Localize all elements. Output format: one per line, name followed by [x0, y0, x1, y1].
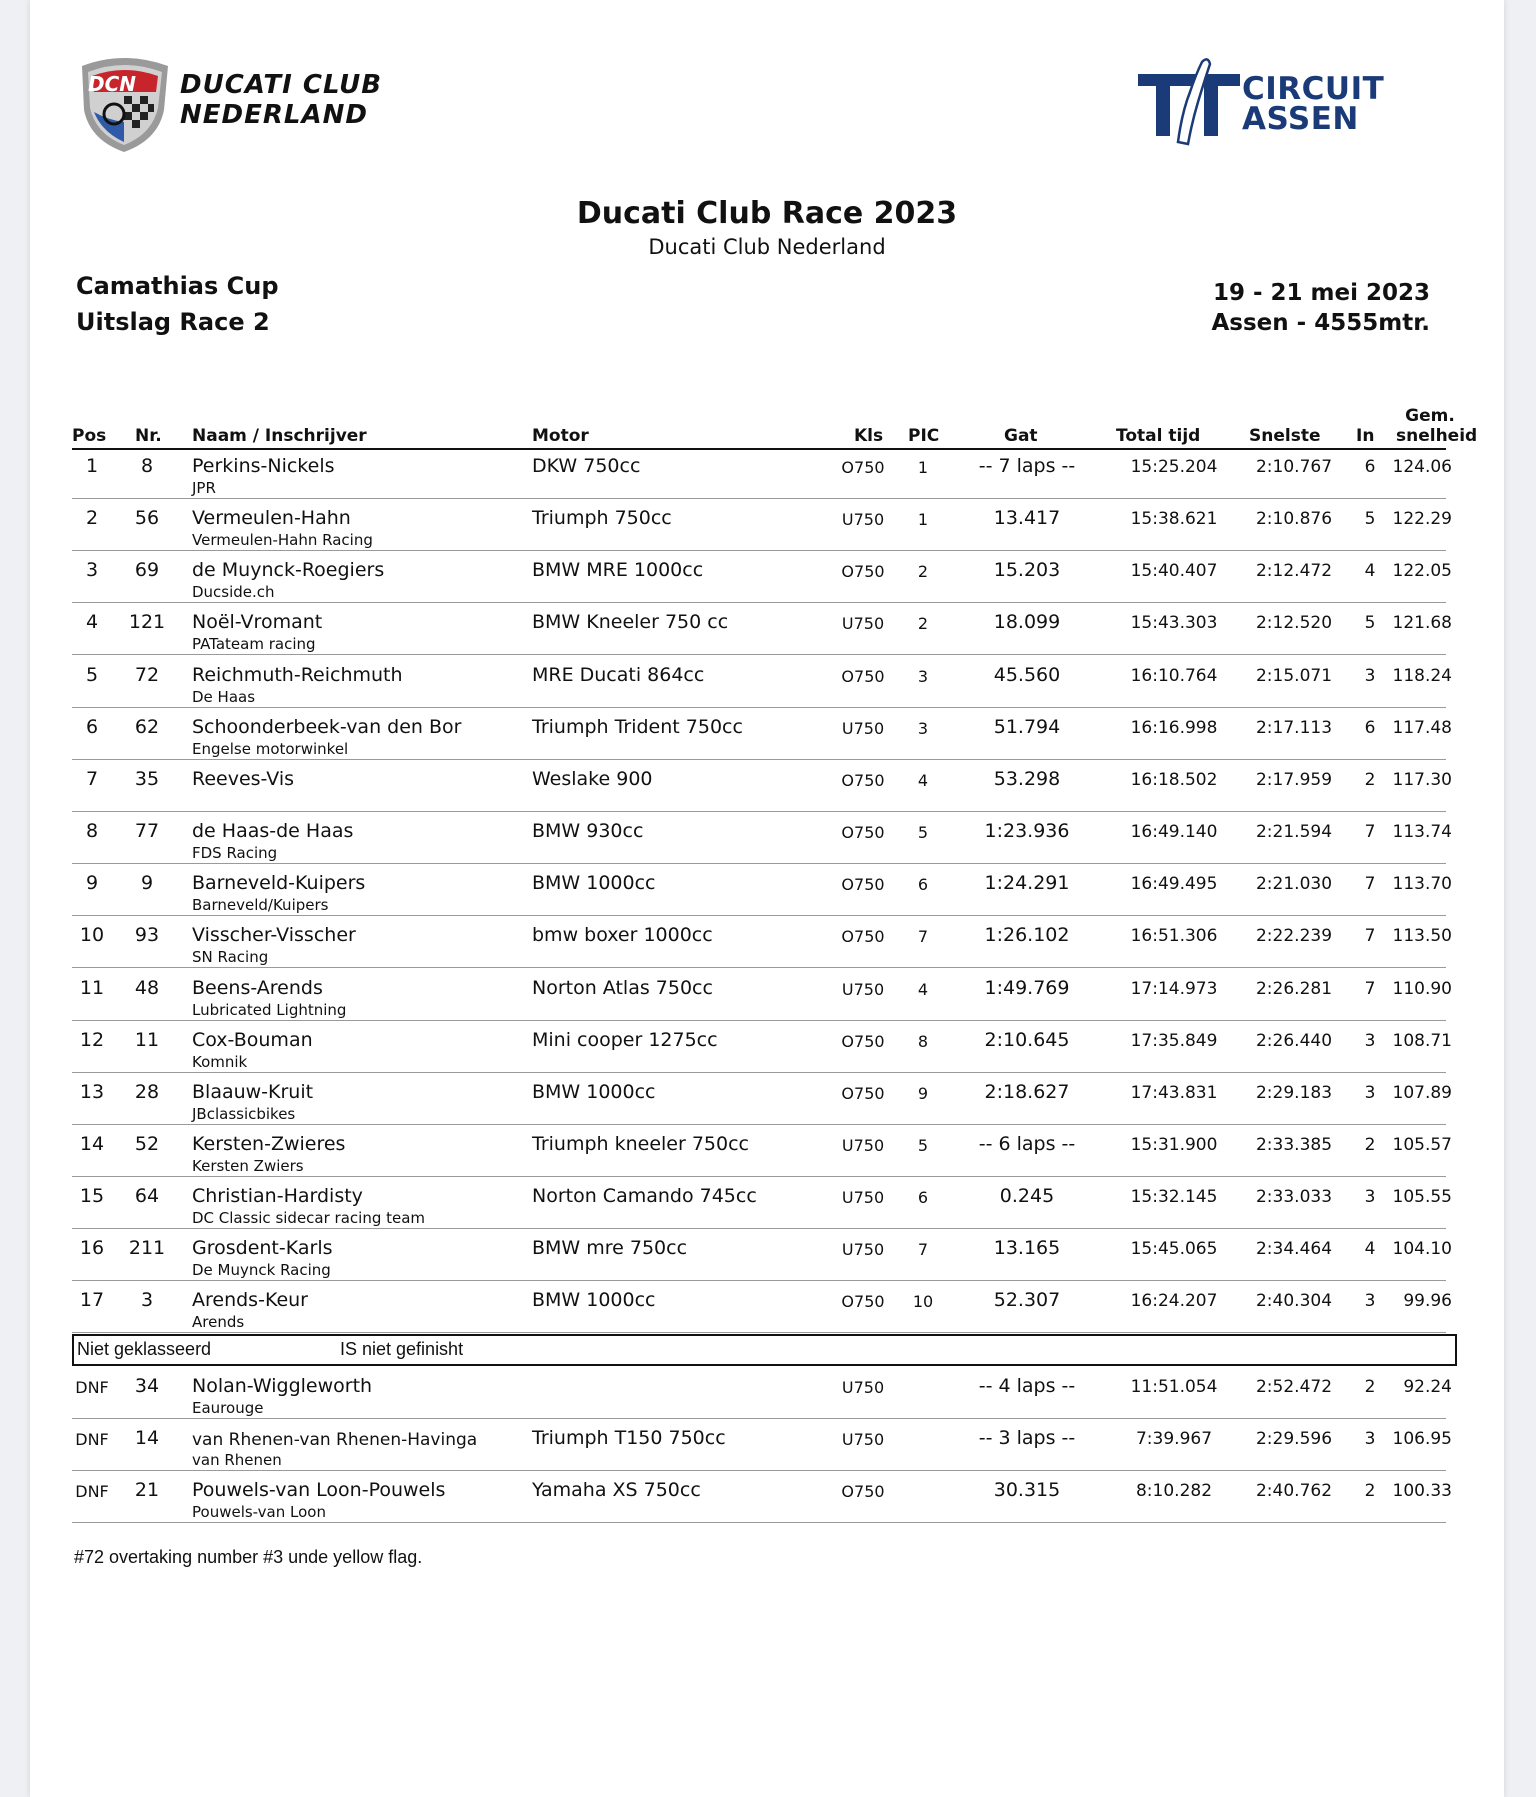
col-pic: PIC — [908, 426, 940, 446]
gap: 45.560 — [993, 663, 1061, 686]
motorcycle: Triumph T150 750cc — [532, 1427, 726, 1450]
rider-names: Noël-Vromant — [192, 611, 323, 634]
gap: -- 6 laps -- — [978, 1132, 1076, 1155]
position-in-class: 6 — [917, 1188, 929, 1208]
average-speed: 108.71 — [1392, 1030, 1452, 1051]
class: O750 — [841, 823, 885, 843]
position: 15 — [79, 1185, 105, 1208]
table-row — [72, 448, 1452, 499]
start-number: 34 — [134, 1375, 160, 1397]
table-row — [72, 1022, 1452, 1073]
fastest-lap: 2:52.472 — [1255, 1377, 1333, 1397]
gap: 18.099 — [993, 611, 1061, 634]
total-time: 16:24.207 — [1130, 1291, 1218, 1312]
entrant: Komnik — [192, 1052, 248, 1071]
fastest-lap: 2:33.033 — [1255, 1187, 1333, 1208]
table-row — [72, 1368, 1452, 1419]
not-classified-label: Niet geklasseerd — [77, 1339, 212, 1359]
class: U750 — [841, 1430, 885, 1450]
start-number: 9 — [140, 872, 154, 895]
average-speed: 105.55 — [1392, 1187, 1452, 1208]
start-number: 52 — [134, 1132, 160, 1155]
fastest-lap: 2:10.876 — [1255, 509, 1333, 530]
rider-names: Reichmuth-Reichmuth — [192, 663, 403, 686]
rider-names: Beens-Arends — [192, 976, 323, 999]
table-row — [72, 709, 1452, 760]
entrant: Ducside.ch — [192, 583, 275, 602]
class: O750 — [841, 875, 885, 895]
table-row — [72, 604, 1452, 655]
fastest-lap: 2:29.183 — [1255, 1082, 1333, 1103]
position: 8 — [85, 820, 99, 843]
fastest-lap-number: 2 — [1364, 769, 1376, 790]
position-in-class: 2 — [917, 614, 929, 634]
average-speed: 92.24 — [1403, 1377, 1452, 1397]
average-speed: 105.57 — [1392, 1134, 1452, 1155]
entrant: FDS Racing — [192, 844, 278, 863]
position: 7 — [85, 767, 99, 790]
class: O750 — [841, 927, 885, 947]
rider-names: van Rhenen-van Rhenen-Havinga — [192, 1430, 478, 1451]
position: 17 — [79, 1289, 105, 1312]
fastest-lap-number: 5 — [1364, 613, 1376, 634]
results-page — [30, 0, 1504, 1797]
class: O750 — [841, 562, 885, 582]
rider-names: Grosdent-Karls — [192, 1237, 333, 1260]
total-time: 11:51.054 — [1130, 1377, 1218, 1397]
fastest-lap: 2:21.594 — [1255, 822, 1333, 843]
rider-names: Barneveld-Kuipers — [192, 872, 366, 895]
fastest-lap-number: 6 — [1364, 457, 1376, 477]
total-time: 16:51.306 — [1130, 926, 1218, 947]
event-info — [1212, 278, 1431, 338]
position-in-class: 3 — [917, 666, 929, 686]
class: O750 — [841, 458, 885, 477]
table-row — [72, 1074, 1452, 1125]
entrant: JPR — [192, 479, 216, 497]
class: O750 — [841, 770, 885, 790]
start-number: 64 — [134, 1185, 160, 1208]
class: U750 — [841, 510, 885, 530]
fastest-lap: 2:12.520 — [1255, 613, 1333, 634]
rider-names: Perkins-Nickels — [192, 455, 335, 477]
start-number: 14 — [134, 1427, 160, 1450]
event-venue: Assen - 4555mtr. — [1211, 310, 1430, 336]
event-date: 19 - 21 mei 2023 — [1212, 280, 1430, 306]
fastest-lap: 2:29.596 — [1255, 1429, 1333, 1450]
entrant: Eaurouge — [192, 1399, 264, 1417]
fastest-lap-number: 4 — [1364, 1239, 1376, 1260]
not-classified-note: IS niet gefinisht — [340, 1339, 464, 1359]
motorcycle: Triumph kneeler 750cc — [532, 1132, 749, 1155]
position: 5 — [85, 663, 99, 686]
start-number: 8 — [140, 455, 154, 477]
rider-names: Schoonderbeek-van den Bor — [192, 715, 462, 738]
start-number: 35 — [134, 767, 160, 790]
rider-names: Blaauw-Kruit — [192, 1080, 314, 1103]
entrant: Arends — [192, 1313, 245, 1332]
gap: -- 4 laps -- — [978, 1375, 1076, 1397]
average-speed: 122.05 — [1392, 561, 1452, 582]
class: U750 — [841, 979, 885, 999]
rider-names: Visscher-Visscher — [192, 924, 356, 947]
dcn-badge-text: DCN — [88, 72, 137, 96]
motorcycle: DKW 750cc — [532, 455, 641, 477]
fastest-lap-number: 3 — [1364, 1429, 1376, 1450]
total-time: 17:35.849 — [1130, 1030, 1218, 1051]
motorcycle: Triumph 750cc — [532, 507, 672, 530]
position-in-class: 9 — [917, 1083, 929, 1103]
dcn-logo-text: DUCATI CLUB NEDERLAND — [180, 70, 383, 130]
position: 16 — [79, 1237, 105, 1260]
motorcycle: BMW 1000cc — [532, 1080, 656, 1103]
class-heading — [76, 268, 279, 340]
position-in-class: 1 — [917, 510, 929, 530]
col-gat: Gat — [1004, 426, 1038, 446]
position: 1 — [85, 455, 99, 477]
fastest-lap: 2:26.440 — [1255, 1030, 1333, 1051]
position-in-class: 3 — [917, 718, 929, 738]
not-classified-banner — [72, 1334, 1457, 1366]
fastest-lap: 2:17.959 — [1255, 769, 1333, 790]
class: O750 — [841, 1482, 885, 1502]
total-time: 16:16.998 — [1130, 717, 1218, 738]
position: 11 — [79, 976, 105, 999]
fastest-lap-number: 2 — [1364, 1377, 1376, 1397]
start-number: 3 — [140, 1289, 154, 1312]
rider-names: Christian-Hardisty — [192, 1185, 363, 1208]
table-row — [72, 970, 1452, 1021]
motorcycle: BMW 1000cc — [532, 872, 656, 895]
average-speed: 117.48 — [1392, 717, 1452, 738]
average-speed: 124.06 — [1392, 457, 1452, 477]
average-speed: 113.74 — [1392, 822, 1452, 843]
entrant: SN Racing — [192, 948, 269, 967]
col-motor: Motor — [532, 426, 589, 446]
start-number: 69 — [134, 559, 160, 582]
entrant: JBclassicbikes — [192, 1104, 296, 1123]
motorcycle: Norton Atlas 750cc — [532, 976, 713, 999]
table-row — [72, 917, 1452, 968]
tt-mark-icon — [1138, 52, 1246, 148]
rider-names: Reeves-Vis — [192, 767, 295, 790]
motorcycle: Yamaha XS 750cc — [532, 1479, 701, 1502]
motorcycle: BMW 930cc — [532, 820, 644, 843]
motorcycle: MRE Ducati 864cc — [532, 663, 705, 686]
entrant: Kersten Zwiers — [192, 1156, 304, 1175]
gap: -- 7 laps -- — [978, 455, 1076, 477]
fastest-lap-number: 3 — [1364, 665, 1376, 686]
entrant: De Muynck Racing — [192, 1261, 331, 1280]
motorcycle: BMW 1000cc — [532, 1289, 656, 1312]
fastest-lap-number: 2 — [1364, 1134, 1376, 1155]
motorcycle: Triumph Trident 750cc — [532, 715, 743, 738]
class: O750 — [841, 1083, 885, 1103]
fastest-lap: 2:17.113 — [1255, 717, 1333, 738]
motorcycle: Weslake 900 — [532, 767, 653, 790]
table-row — [72, 1126, 1452, 1177]
table-row — [72, 1420, 1452, 1471]
tt-circuit-assen-logo — [1138, 52, 1438, 148]
position-in-class: 5 — [917, 1135, 929, 1155]
fastest-lap-number: 3 — [1364, 1187, 1376, 1208]
position: 2 — [85, 507, 99, 530]
average-speed: 117.30 — [1392, 769, 1452, 790]
class: U750 — [841, 1188, 885, 1208]
total-time: 15:38.621 — [1130, 509, 1218, 530]
fastest-lap-number: 3 — [1364, 1030, 1376, 1051]
dcn-badge-icon — [72, 52, 176, 156]
fastest-lap: 2:12.472 — [1255, 561, 1333, 582]
event-subtitle: Ducati Club Nederland — [648, 235, 886, 259]
motorcycle: Norton Camando 745cc — [532, 1185, 757, 1208]
fastest-lap: 2:21.030 — [1255, 874, 1333, 895]
average-speed: 106.95 — [1392, 1429, 1452, 1450]
total-time: 16:18.502 — [1130, 769, 1218, 790]
event-title: Ducati Club Race 2023 — [576, 196, 958, 231]
entrant: Barneveld/Kuipers — [192, 896, 329, 915]
start-number: 21 — [134, 1479, 160, 1502]
fastest-lap-number: 7 — [1364, 822, 1376, 843]
gap: 1:49.769 — [984, 976, 1070, 999]
fastest-lap-number: 2 — [1364, 1481, 1376, 1502]
table-row — [72, 865, 1452, 916]
total-time: 15:45.065 — [1130, 1239, 1218, 1260]
average-speed: 118.24 — [1392, 665, 1452, 686]
position-in-class: 4 — [917, 979, 929, 999]
position: 10 — [79, 924, 105, 947]
ducati-club-nederland-logo — [72, 52, 392, 156]
fastest-lap-number: 7 — [1364, 978, 1376, 999]
class: U750 — [841, 718, 885, 738]
start-number: 11 — [134, 1028, 160, 1051]
fastest-lap: 2:22.239 — [1255, 926, 1333, 947]
cup-name: Camathias Cup — [76, 272, 279, 300]
col-in: In — [1356, 426, 1375, 446]
table-row — [72, 552, 1452, 603]
col-total-tijd: Total tijd — [1116, 426, 1201, 446]
col-kls: Kls — [854, 426, 884, 446]
table-row — [72, 1472, 1452, 1523]
gap: 51.794 — [993, 715, 1061, 738]
fastest-lap-number: 7 — [1364, 874, 1376, 895]
rider-names: Cox-Bouman — [192, 1028, 313, 1051]
footnote: #72 overtaking number #3 unde yellow flag. — [74, 1547, 423, 1567]
table-row — [72, 1230, 1452, 1281]
position-in-class: 2 — [917, 562, 929, 582]
total-time: 15:32.145 — [1130, 1187, 1218, 1208]
gap: -- 3 laps -- — [978, 1427, 1076, 1450]
start-number: 62 — [134, 715, 160, 738]
gap: 52.307 — [993, 1289, 1061, 1312]
average-speed: 113.70 — [1392, 874, 1452, 895]
average-speed: 110.90 — [1392, 978, 1452, 999]
class: U750 — [841, 1240, 885, 1260]
class: U750 — [841, 614, 885, 634]
fastest-lap: 2:40.304 — [1255, 1291, 1333, 1312]
position: DNF — [75, 1482, 109, 1502]
position: 3 — [85, 559, 99, 582]
position-in-class: 1 — [917, 458, 929, 477]
total-time: 15:25.204 — [1130, 457, 1218, 477]
col-snelste: Snelste — [1249, 426, 1321, 446]
average-speed: 113.50 — [1392, 926, 1452, 947]
race-name: Uitslag Race 2 — [76, 308, 270, 336]
entrant: PATateam racing — [192, 635, 316, 654]
position: DNF — [75, 1378, 109, 1397]
total-time: 15:40.407 — [1130, 561, 1218, 582]
rider-names: Pouwels-van Loon-Pouwels — [192, 1479, 446, 1502]
gap: 15.203 — [993, 559, 1061, 582]
gap: 53.298 — [993, 767, 1061, 790]
fastest-lap-number: 7 — [1364, 926, 1376, 947]
total-time: 16:49.495 — [1130, 874, 1218, 895]
class: U750 — [841, 1135, 885, 1155]
class: O750 — [841, 666, 885, 686]
total-time: 15:43.303 — [1130, 613, 1218, 634]
entrant: Engelse motorwinkel — [192, 739, 349, 758]
class: O750 — [841, 1031, 885, 1051]
total-time: 17:14.973 — [1130, 978, 1218, 999]
gap: 2:10.645 — [984, 1028, 1070, 1051]
motorcycle: BMW Kneeler 750 cc — [532, 611, 729, 634]
average-speed: 104.10 — [1392, 1239, 1452, 1260]
start-number: 28 — [134, 1080, 160, 1103]
fastest-lap: 2:34.464 — [1255, 1239, 1333, 1260]
gap: 2:18.627 — [984, 1080, 1070, 1103]
average-speed: 107.89 — [1392, 1082, 1452, 1103]
fastest-lap: 2:26.281 — [1255, 978, 1333, 999]
position: 4 — [85, 611, 99, 634]
total-time: 7:39.967 — [1135, 1429, 1213, 1450]
fastest-lap: 2:10.767 — [1255, 457, 1333, 477]
average-speed: 99.96 — [1403, 1291, 1452, 1312]
table-row — [72, 1282, 1452, 1333]
average-speed: 121.68 — [1392, 613, 1452, 634]
position-in-class: 10 — [912, 1292, 934, 1312]
position: 12 — [79, 1028, 105, 1051]
results-table-header — [72, 398, 1478, 450]
position-in-class: 4 — [917, 770, 929, 790]
table-row — [72, 1178, 1452, 1229]
fastest-lap: 2:33.385 — [1255, 1134, 1333, 1155]
rider-names: Vermeulen-Hahn — [192, 507, 351, 530]
gap: 1:26.102 — [984, 924, 1070, 947]
position: 9 — [85, 872, 99, 895]
entrant: DC Classic sidecar racing team — [192, 1209, 426, 1228]
motorcycle: BMW MRE 1000cc — [532, 559, 704, 582]
position: 14 — [79, 1132, 105, 1155]
class: U750 — [841, 1378, 885, 1397]
entrant: van Rhenen — [192, 1451, 282, 1470]
start-number: 93 — [134, 924, 160, 947]
gap: 13.165 — [993, 1237, 1061, 1260]
gap: 30.315 — [993, 1479, 1061, 1502]
col-naam: Naam / Inschrijver — [192, 426, 367, 446]
table-row — [72, 761, 1452, 812]
entrant: De Haas — [192, 687, 256, 706]
position-in-class: 7 — [917, 1240, 929, 1260]
col-gem-snelheid: Gem. snelheid — [1396, 406, 1478, 446]
gap: 1:23.936 — [984, 820, 1070, 843]
fastest-lap: 2:40.762 — [1255, 1481, 1333, 1502]
fastest-lap-number: 6 — [1364, 717, 1376, 738]
rider-names: Nolan-Wiggleworth — [192, 1375, 373, 1397]
total-time: 17:43.831 — [1130, 1082, 1218, 1103]
position: 13 — [79, 1080, 105, 1103]
col-pos: Pos — [72, 426, 107, 446]
total-time: 16:10.764 — [1130, 665, 1218, 686]
entrant: Vermeulen-Hahn Racing — [192, 531, 373, 550]
motorcycle: Mini cooper 1275cc — [532, 1028, 718, 1051]
start-number: 48 — [134, 976, 160, 999]
start-number: 121 — [128, 611, 166, 634]
position: DNF — [75, 1430, 109, 1450]
table-row — [72, 500, 1452, 551]
gap: 0.245 — [999, 1185, 1055, 1208]
gap: 13.417 — [993, 507, 1061, 530]
total-time: 8:10.282 — [1135, 1481, 1213, 1502]
position-in-class: 5 — [917, 823, 929, 843]
start-number: 77 — [134, 820, 160, 843]
position-in-class: 7 — [917, 927, 929, 947]
entrant: Pouwels-van Loon — [192, 1503, 326, 1522]
gap: 1:24.291 — [984, 872, 1070, 895]
average-speed: 122.29 — [1392, 509, 1452, 530]
start-number: 211 — [128, 1237, 166, 1260]
motorcycle: bmw boxer 1000cc — [532, 924, 713, 947]
position-in-class: 8 — [917, 1031, 929, 1051]
entrant: Lubricated Lightning — [192, 1000, 347, 1019]
circuit-assen-text: CIRCUIT ASSEN — [1242, 71, 1385, 137]
fastest-lap-number: 3 — [1364, 1082, 1376, 1103]
total-time: 16:49.140 — [1130, 822, 1218, 843]
motorcycle: BMW mre 750cc — [532, 1237, 688, 1260]
fastest-lap-number: 3 — [1364, 1291, 1376, 1312]
average-speed: 100.33 — [1392, 1481, 1452, 1502]
fastest-lap-number: 4 — [1364, 561, 1376, 582]
table-row — [72, 657, 1452, 708]
rider-names: de Muynck-Roegiers — [192, 559, 385, 582]
position: 6 — [85, 715, 99, 738]
table-row — [72, 813, 1452, 864]
total-time: 15:31.900 — [1130, 1134, 1218, 1155]
rider-names: Arends-Keur — [192, 1289, 308, 1312]
fastest-lap: 2:15.071 — [1255, 665, 1333, 686]
fastest-lap-number: 5 — [1364, 509, 1376, 530]
position-in-class: 6 — [917, 875, 929, 895]
rider-names: Kersten-Zwieres — [192, 1132, 346, 1155]
rider-names: de Haas-de Haas — [192, 820, 354, 843]
col-nr: Nr. — [135, 426, 162, 446]
start-number: 72 — [134, 663, 160, 686]
class: O750 — [841, 1292, 885, 1312]
start-number: 56 — [134, 507, 160, 530]
